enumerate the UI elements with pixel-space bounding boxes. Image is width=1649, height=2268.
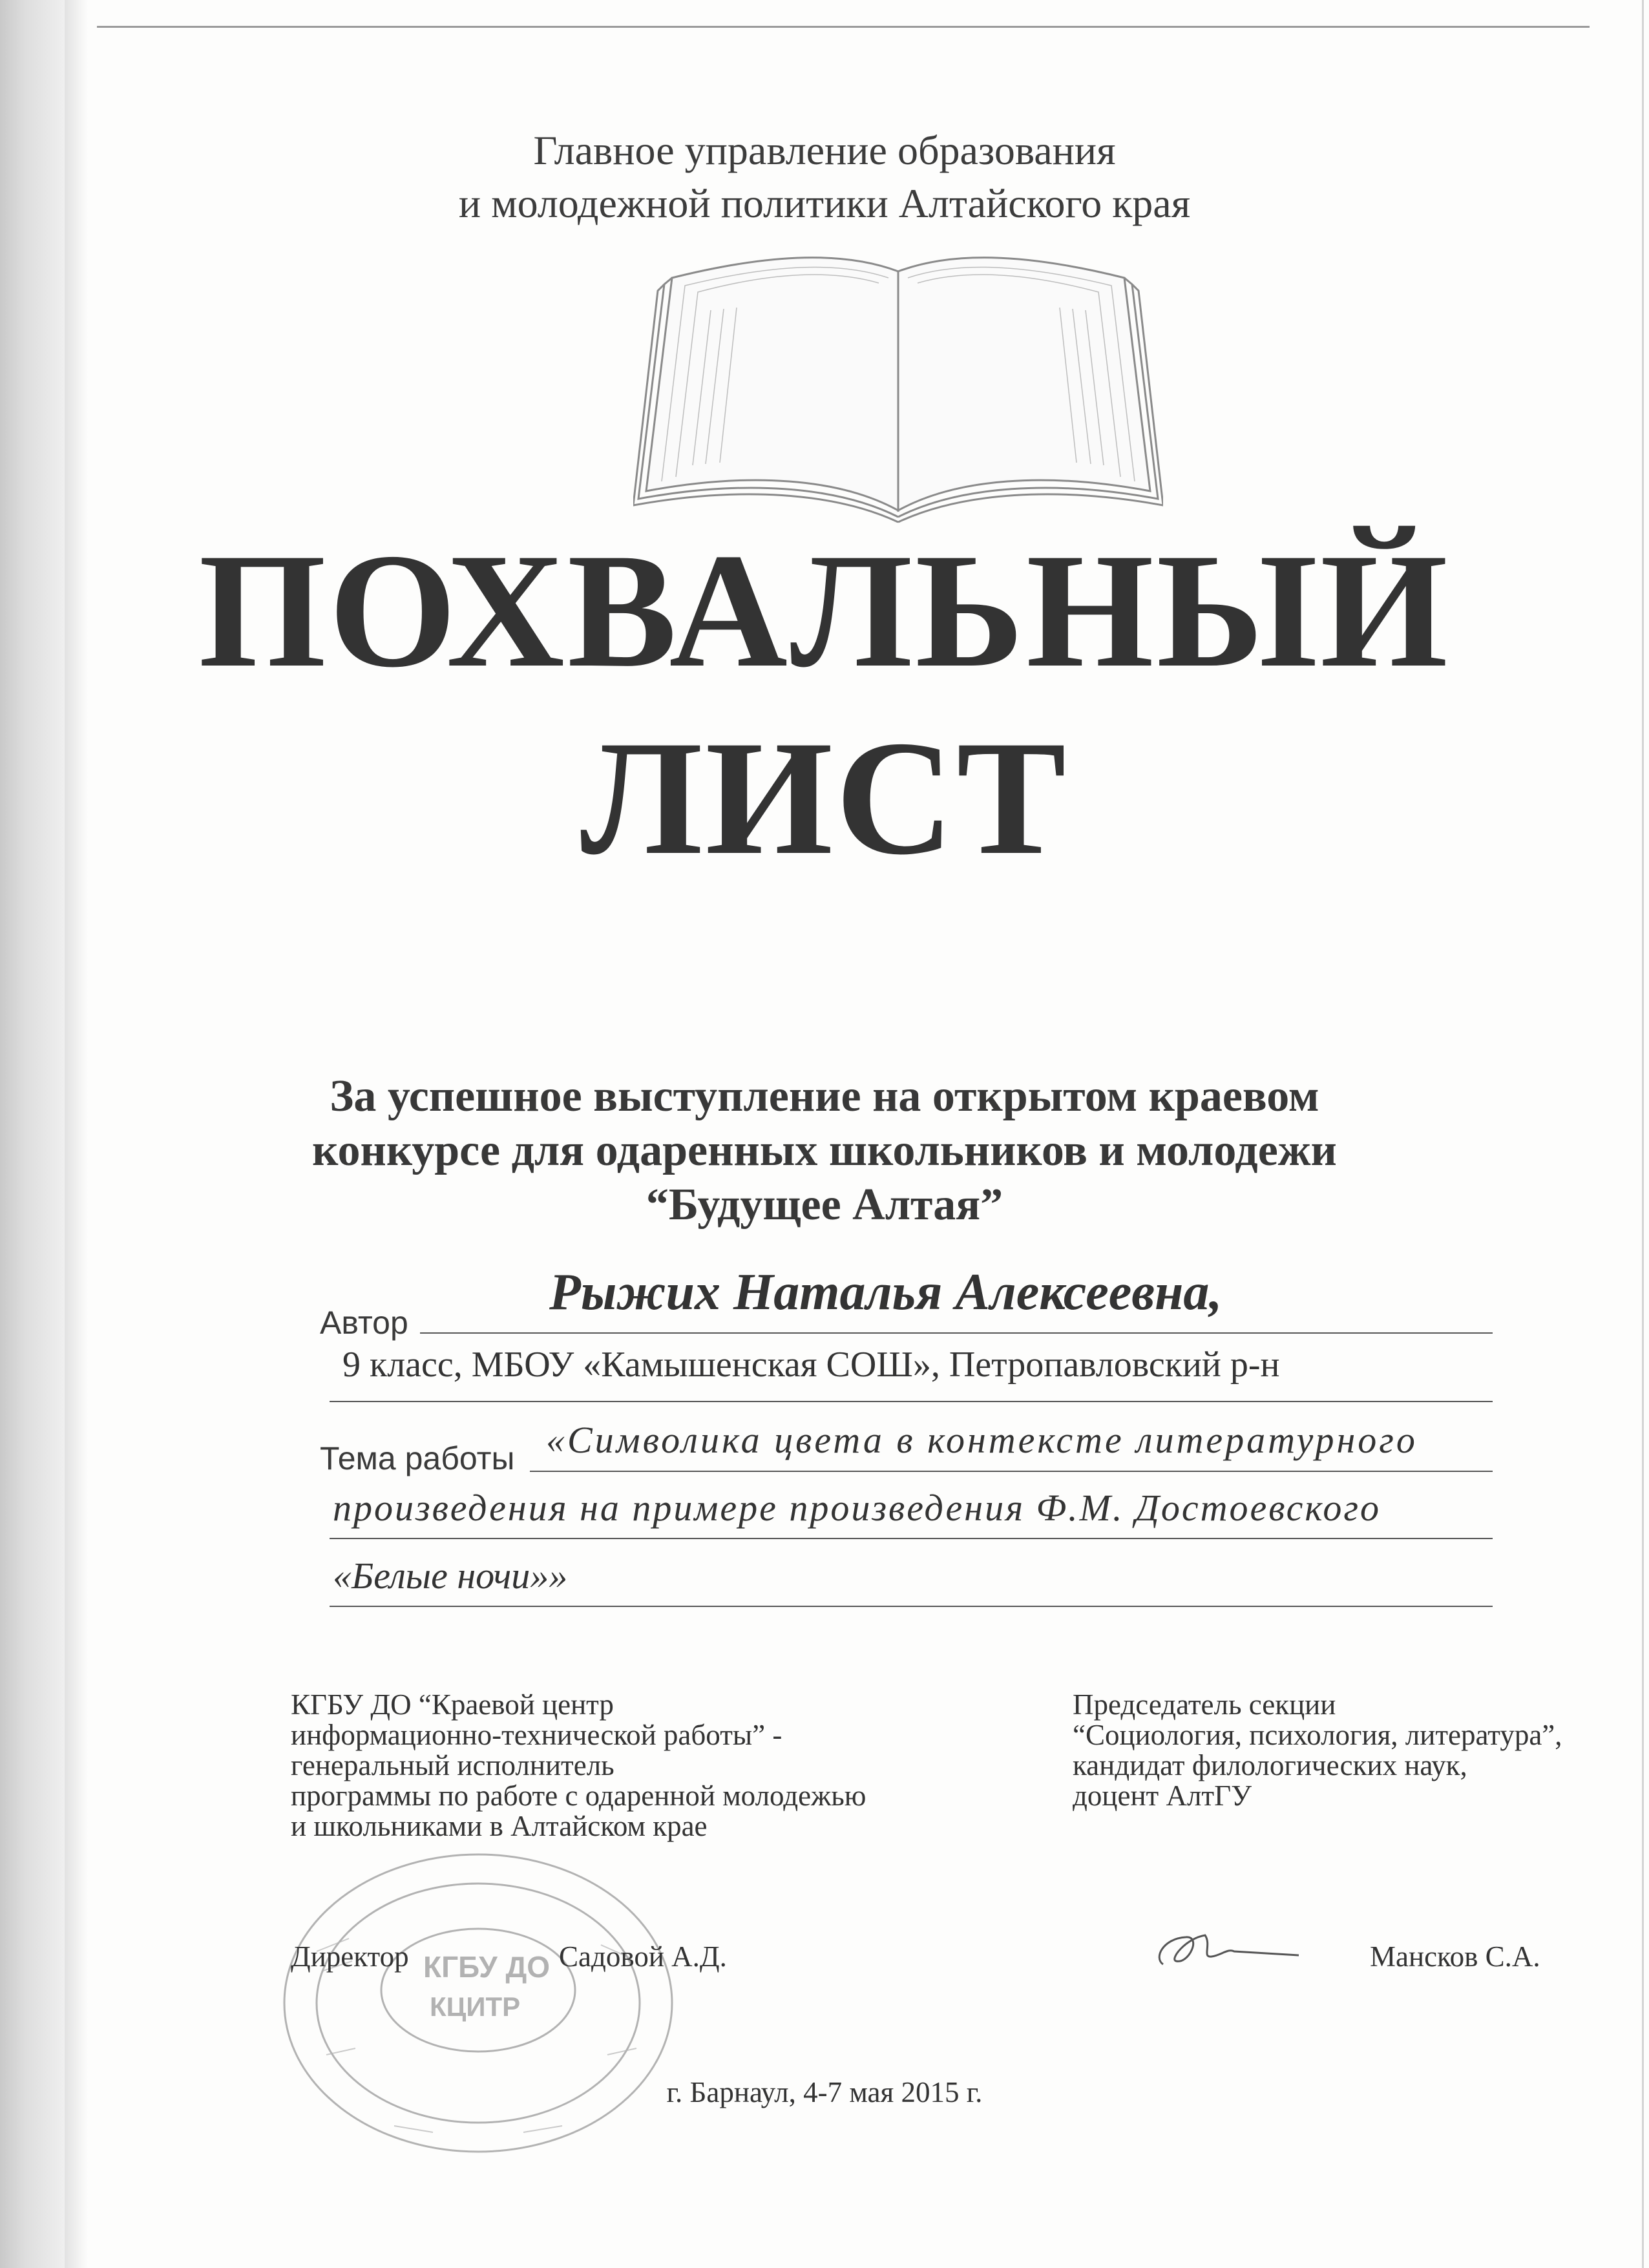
topic-line-3: «Белые ночи»» (333, 1555, 568, 1597)
topic-line-1: «Символика цвета в контексте литературного (546, 1419, 1418, 1461)
chair-name: Мансков С.А. (1370, 1940, 1540, 1973)
author-details: 9 класс, МБОУ «Камышенская СОШ», Петропавловский р-н (342, 1345, 1280, 1385)
director-name: Садовой А.Д. (559, 1940, 727, 1973)
organization-seal (265, 1842, 691, 2165)
author-rule (420, 1332, 1493, 1334)
reason-line-2: конкурсе для одаренных школьников и молодежи (312, 1126, 1337, 1175)
author-details-rule (330, 1401, 1493, 1402)
left-org-line-3: генеральный исполнитель (291, 1749, 614, 1781)
reason-line-3: “Будущее Алтая” (646, 1180, 1003, 1230)
right-org-line-2: “Социология, психология, литература”, (1073, 1719, 1562, 1751)
right-org-block (1073, 1690, 1562, 1811)
author-name: Рыжих Наталья Алексеевна, (549, 1264, 1223, 1321)
left-org-line-5: и школьниками в Алтайском крае (291, 1810, 708, 1842)
place-and-date: г. Барнаул, 4-7 мая 2015 г. (666, 2076, 983, 2108)
award-reason (0, 1069, 1649, 1232)
topic-label: Тема работы (320, 1440, 515, 1476)
issuer-line-1: Главное управление образования (533, 127, 1116, 173)
right-org-line-3: кандидат филологических наук, (1073, 1749, 1467, 1781)
scan-top-line (97, 26, 1590, 28)
seal-text-bottom: КЦИТР (430, 1991, 521, 2022)
title-line-1: ПОХВАЛЬНЫЙ (198, 520, 1451, 701)
reason-line-1: За успешное выступление на открытом краевом (330, 1071, 1319, 1121)
open-book-emblem (633, 233, 1163, 523)
topic-rule-2 (330, 1538, 1493, 1539)
chair-signature (1150, 1913, 1305, 1984)
issuer-heading (0, 124, 1649, 230)
topic-rule-1 (530, 1471, 1493, 1472)
seal-text-top: КГБУ ДО (423, 1950, 551, 1984)
author-label: Автор (320, 1305, 408, 1341)
left-org-line-4: программы по работе с одаренной молодежью (291, 1780, 867, 1812)
left-org-block (291, 1690, 866, 1842)
left-org-line-2: информационно-технической работы” - (291, 1719, 782, 1751)
left-org-line-1: КГБУ ДО “Краевой центр (291, 1688, 614, 1721)
title-line-2: ЛИСТ (580, 707, 1069, 888)
right-org-line-4: доцент АлтГУ (1073, 1780, 1252, 1812)
right-org-line-1: Председатель секции (1073, 1688, 1336, 1721)
topic-rule-3 (330, 1606, 1493, 1607)
director-role: Директор (291, 1940, 409, 1973)
topic-line-2: произведения на примере произведения Ф.М. Достоевского (333, 1487, 1381, 1529)
issuer-line-2: и молодежной политики Алтайского края (458, 180, 1191, 226)
